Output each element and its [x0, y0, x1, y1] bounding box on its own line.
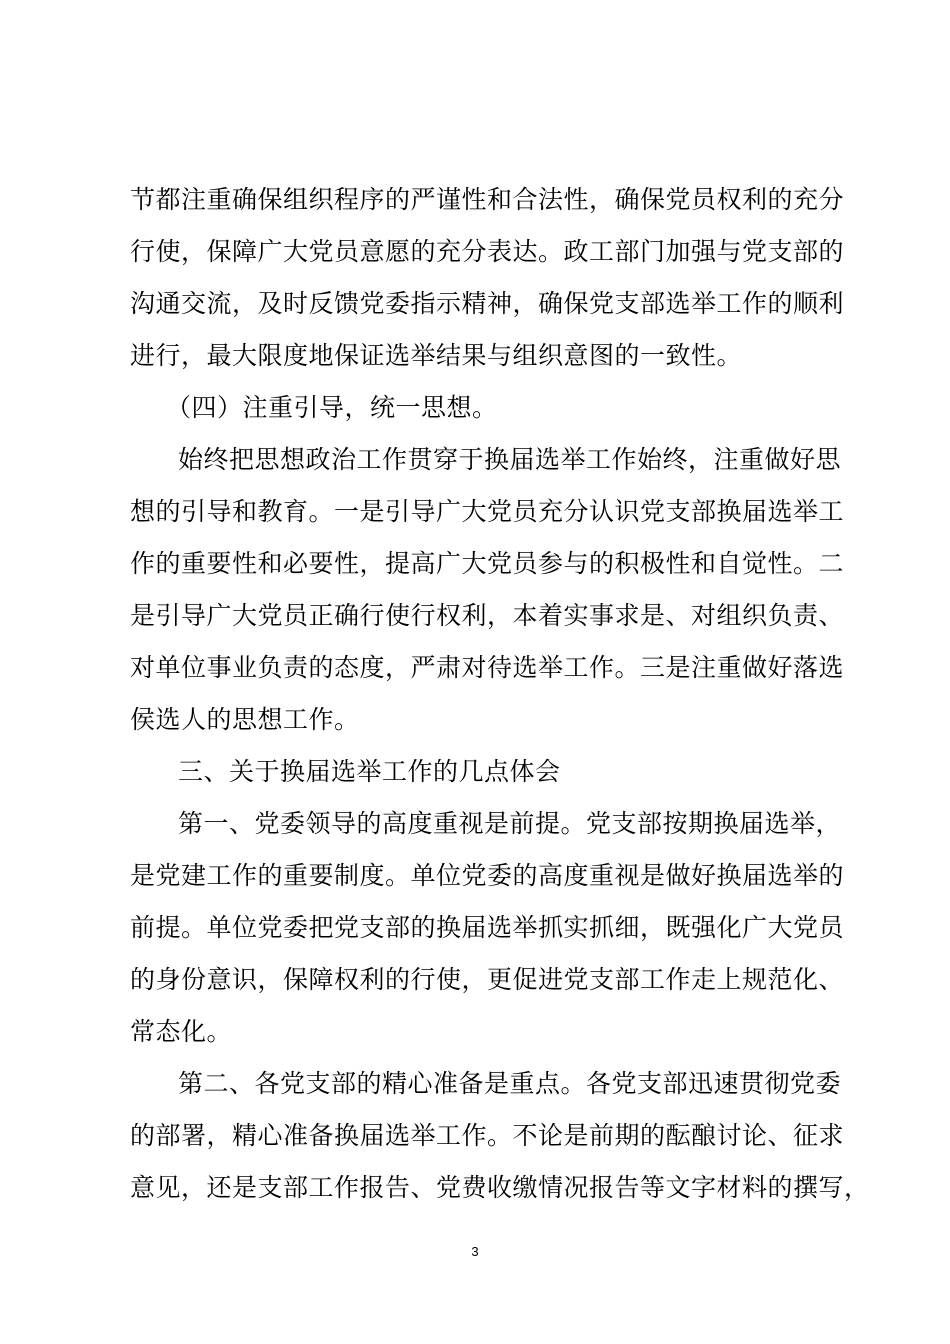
paragraph-line: 节都注重确保组织程序的严谨性和合法性，确保党员权利的充分 — [130, 185, 845, 214]
page-number: 3 — [471, 1244, 479, 1259]
paragraph-line: 前提。单位党委把党支部的换届选举抓实抓细，既强化广大党员 — [130, 913, 845, 942]
paragraph-line: 是引导广大党员正确行使行权利，本着实事求是、对组织负责、 — [130, 601, 845, 630]
paragraph-line: 第一、党委领导的高度重视是前提。党支部按期换届选举， — [178, 809, 842, 838]
paragraph-line: 的部署，精心准备换届选举工作。不论是前期的酝酿讨论、征求 — [130, 1121, 845, 1150]
paragraph-line: 始终把思想政治工作贯穿于换届选举工作始终，注重做好思 — [178, 445, 842, 474]
paragraph-line: 行使，保障广大党员意愿的充分表达。政工部门加强与党支部的 — [130, 237, 845, 266]
paragraph-line: 意见，还是支部工作报告、党费收缴情况报告等文字材料的撰写， — [130, 1173, 870, 1202]
paragraph-line: 侯选人的思想工作。 — [130, 705, 360, 734]
paragraph-line: 常态化。 — [130, 1017, 233, 1046]
paragraph-line: 第二、各党支部的精心准备是重点。各党支部迅速贯彻党委 — [178, 1069, 842, 1098]
paragraph-line: 沟通交流，及时反馈党委指示精神，确保党支部选举工作的顺利 — [130, 289, 845, 318]
paragraph-line: 是党建工作的重要制度。单位党委的高度重视是做好换届选举的 — [130, 861, 845, 890]
paragraph-line: 的身份意识，保障权利的行使，更促进党支部工作走上规范化、 — [130, 965, 845, 994]
section-subheading: （四）注重引导，统一思想。 — [166, 393, 498, 422]
section-heading: 三、关于换届选举工作的几点体会 — [178, 757, 561, 786]
paragraph-line: 作的重要性和必要性，提高广大党员参与的积极性和自觉性。二 — [130, 549, 845, 578]
paragraph-line: 想的引导和教育。一是引导广大党员充分认识党支部换届选举工 — [130, 497, 845, 526]
paragraph-line: 对单位事业负责的态度，严肃对待选举工作。三是注重做好落选 — [130, 653, 845, 682]
paragraph-line: 进行，最大限度地保证选举结果与组织意图的一致性。 — [130, 341, 743, 370]
